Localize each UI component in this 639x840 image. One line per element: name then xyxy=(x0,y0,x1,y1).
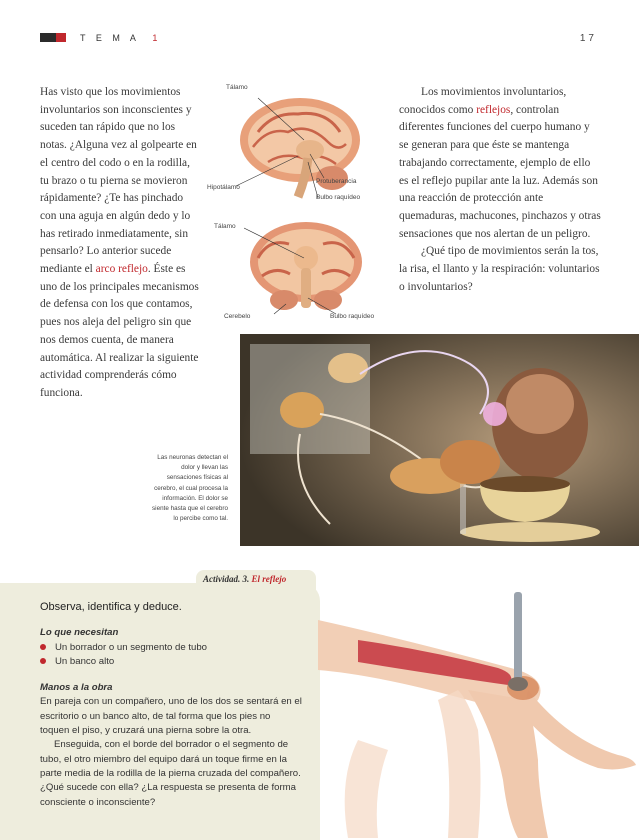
brain-coronal-illustration xyxy=(244,218,368,318)
material-item-1 xyxy=(40,641,302,655)
activity-number: 3. xyxy=(242,574,250,584)
label-bulbo-top: Bulbo raquídeo xyxy=(316,194,361,201)
right-text-a: Los movimientos involuntarios, conocidos como xyxy=(399,86,567,116)
label-talamo-bottom: Tálamo xyxy=(214,223,236,230)
photo-caption: Las neuronas detectan el dolor y llevan las sensaciones físicas al cerebro, el cual procesa la información. El dolor se siente hasta que el cerebro lo percibe como tal. xyxy=(152,454,228,523)
term-reflejos: reflejos xyxy=(476,103,511,116)
material-item-2 xyxy=(40,655,302,669)
activity-content xyxy=(40,600,302,810)
right-paragraph-1 xyxy=(399,84,601,243)
right-text-b: , controlan diferentes funciones del cuerpo humano y se generan para que éste se mantenga trabajando correctamente, ejemplo de ello es el reflejo pupilar ante la luz. Además son una reacción de protección ante quemaduras, machucones, pinchazos y otras sensaciones que nos alertan de un peligro. xyxy=(399,103,601,240)
page-number: 17 xyxy=(579,33,597,44)
leg-reflex-illustration xyxy=(318,580,639,840)
bullet-icon xyxy=(40,644,46,650)
label-bulbo-bottom: Bulbo raquídeo xyxy=(330,313,375,320)
label-protuberancia: Protuberancia xyxy=(316,178,357,185)
left-column-text xyxy=(40,84,200,403)
material-text-2: Un banco alto xyxy=(55,655,115,667)
left-text-a: Has visto que los movimientos involuntarios son inconscientes y suceden tan rápido que no los notas. ¿Alguna vez al golpearte en el centro del codo o en la rodilla, tu brazo o tu pierna se movieron rápidamente? ¿Te has pinchado con una aguja en algún dedo y lo has retirado inmediatamente, sin pensarlo? Lo anterior sucede mediante el xyxy=(40,86,197,276)
label-talamo-top: Tálamo xyxy=(226,84,248,91)
label-hipotalamo: Hipotálamo xyxy=(207,184,240,191)
activity-label: Actividad xyxy=(203,574,238,584)
right-column-text xyxy=(399,84,601,296)
chapter-label xyxy=(80,33,161,43)
reflex-photo xyxy=(240,334,639,546)
activity-heading: Observa, identifica y deduce. xyxy=(40,601,182,613)
work-paragraph-1: En pareja con un compañero, uno de los dos se sentará en el escritorio o un banco alto, de tal forma que los pies no toquen el piso, y cruzará una pierna sobre la otra. xyxy=(40,696,302,737)
activity-name: El reflejo xyxy=(251,574,287,584)
brain-sagittal-illustration xyxy=(228,92,378,210)
left-paragraph xyxy=(40,84,200,403)
activity-title: Actividad. 3. El reflejo xyxy=(203,574,287,584)
tema-number: 1 xyxy=(152,33,162,43)
materials-heading: Lo que necesitan xyxy=(40,627,119,639)
right-paragraph-2: ¿Qué tipo de movimientos serán la tos, la risa, el llanto y la respiración: voluntarios o involuntarios? xyxy=(399,245,600,293)
left-text-b: . Éste es uno de los principales mecanismos de defensa con los que contamos, pues nos aleja del peligro sin que nos demos cuenta, de manera automática. Al realizar la siguiente actividad comprenderás cómo funciona. xyxy=(40,263,199,399)
term-arco-reflejo: arco reflejo xyxy=(95,263,148,276)
tema-label: T E M A xyxy=(80,33,140,43)
header-block-red-icon xyxy=(56,33,66,42)
work-paragraph-2: Enseguida, con el borde del borrador o el segmento de tubo, el otro miembro del equipo dará un toque firme en la parte media de la rodilla de la pierna cruzada del compañero. ¿Qué sucede con ella? ¿La respuesta se presenta de forma consciente o inconsciente? xyxy=(40,739,301,808)
label-cerebelo: Cerebelo xyxy=(224,313,251,320)
bullet-icon xyxy=(40,658,46,664)
work-heading: Manos a la obra xyxy=(40,682,113,694)
material-text-1: Un borrador o un segmento de tubo xyxy=(55,641,208,653)
